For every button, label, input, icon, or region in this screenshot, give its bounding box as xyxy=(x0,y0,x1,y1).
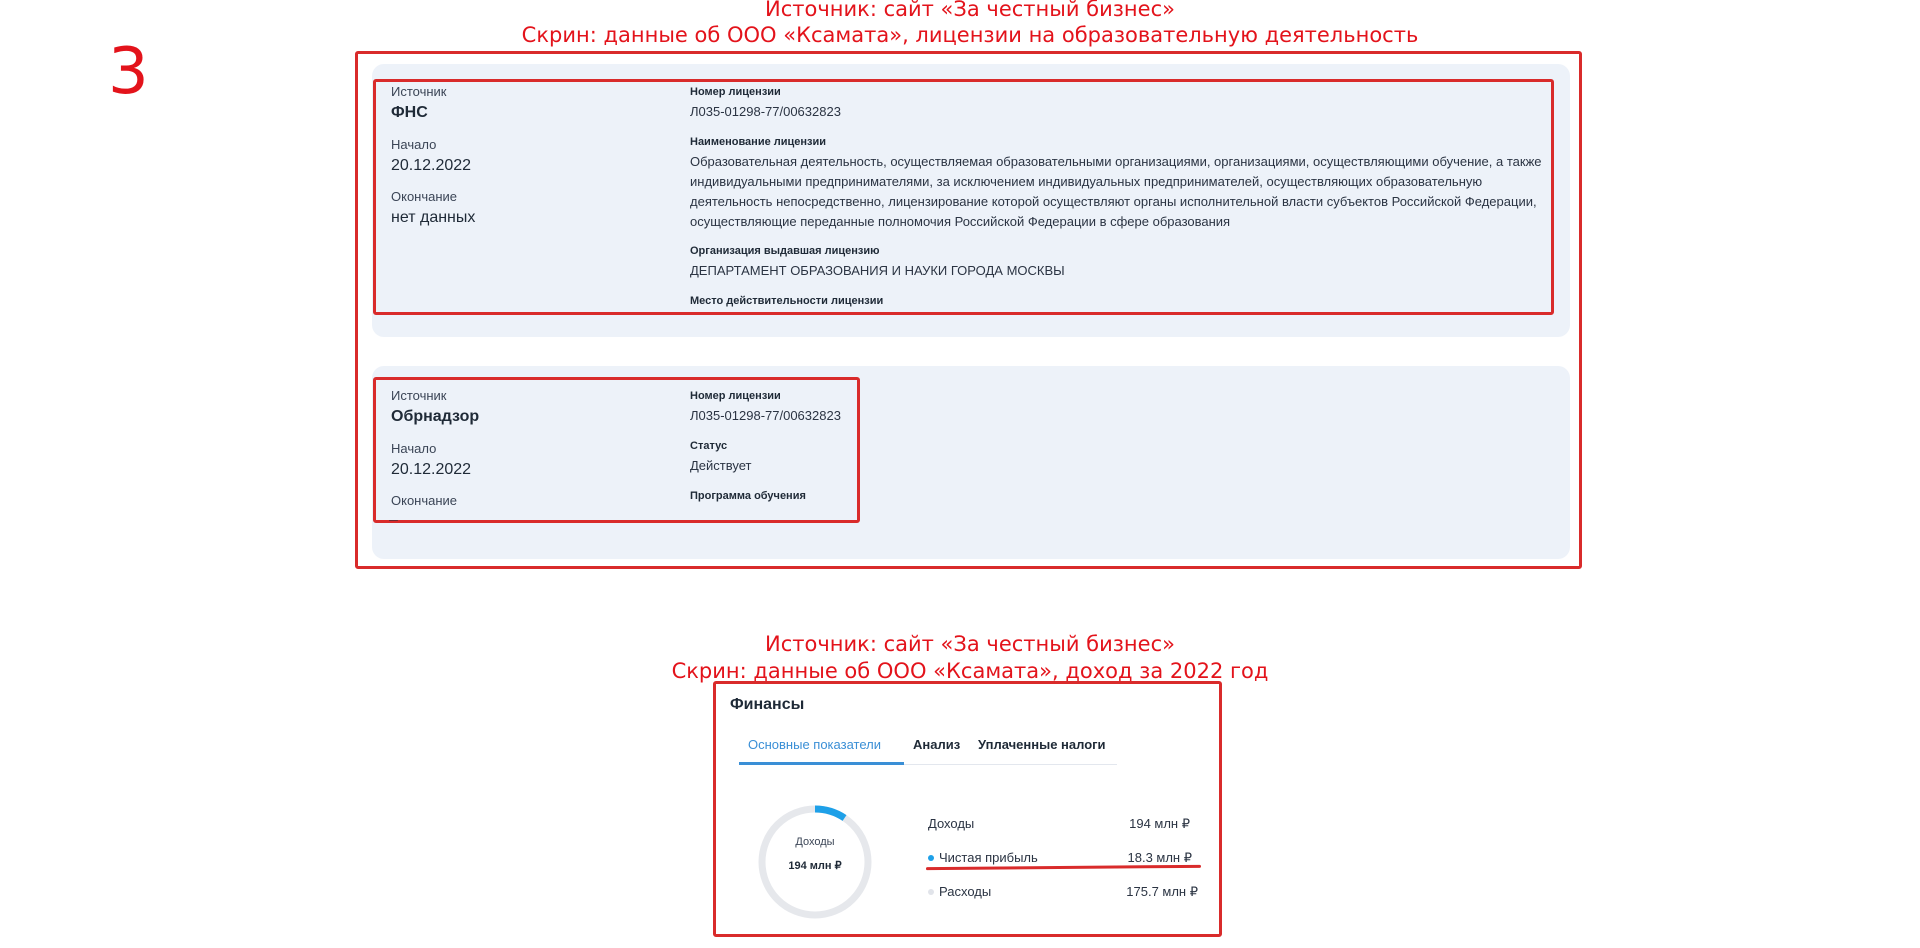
license1-end-value: нет данных xyxy=(391,209,476,226)
license2-status-value: Действует xyxy=(690,458,752,473)
slide-number: 3 xyxy=(108,35,149,109)
license2-end-label: Окончание xyxy=(391,493,458,508)
license1-name-value: Образовательная деятельность, осуществляемая образовательными организациями, организациями, осуществляющими обучение, а также индивидуальными предпринимателями, за исключением индивидуальных предпринимателей, осуществляющих образовательную деятельность непосредственно, лицензирование которой осуществляют органы исполнительной власти субъектов Российской Федерации, осуществляющие переданные полномочия Российской Федерации в сфере образования xyxy=(690,154,1542,229)
license1-end-label: Окончание xyxy=(391,189,458,204)
license1-number-value: Л035-01298-77/00632823 xyxy=(690,104,841,119)
license2-start-label: Начало xyxy=(391,441,437,456)
tab-paid-taxes[interactable]: Уплаченные налоги xyxy=(978,737,1106,752)
license2-status-label: Статус xyxy=(690,440,728,452)
top-caption-line1: Источник: сайт «За честный бизнес» xyxy=(765,0,1175,21)
license2-end-value-clip xyxy=(384,512,854,521)
tab-analysis[interactable]: Анализ xyxy=(913,737,961,752)
license2-source-label: Источник xyxy=(391,388,447,403)
donut-label: Доходы xyxy=(795,836,835,848)
license2-start-value: 20.12.2022 xyxy=(391,461,472,478)
bottom-caption-line2: Скрин: данные об ООО «Ксамата», доход за 2022 год xyxy=(671,659,1269,683)
license1-name-label: Наименование лицензии xyxy=(690,136,827,148)
license1-number-label: Номер лицензии xyxy=(690,86,781,98)
top-caption-line2: Скрин: данные об ООО «Ксамата», лицензии на образовательную деятельность xyxy=(521,23,1419,47)
net-profit-dot-icon xyxy=(928,855,934,861)
license2-end-value: – xyxy=(389,512,398,521)
license2-number-label: Номер лицензии xyxy=(690,390,781,402)
active-tab-indicator xyxy=(739,762,904,765)
finance-row-revenue-name: Доходы xyxy=(928,816,975,831)
donut-value: 194 млн ₽ xyxy=(788,860,842,872)
license1-start-label: Начало xyxy=(391,137,437,152)
tab-main-indicators[interactable]: Основные показатели xyxy=(748,737,881,752)
expenses-dot-icon xyxy=(928,889,934,895)
license2-program-label: Программа обучения xyxy=(690,490,806,502)
finance-title: Финансы xyxy=(730,696,805,713)
finance-row-expenses xyxy=(928,884,1198,902)
finance-row-revenue-amount: 194 млн ₽ xyxy=(1129,816,1190,831)
bottom-caption-line1: Источник: сайт «За честный бизнес» xyxy=(765,632,1175,656)
license1-start-value: 20.12.2022 xyxy=(391,157,472,174)
license1-place-label: Место действительности лицензии xyxy=(690,295,884,307)
license1-issuer-label: Организация выдавшая лицензию xyxy=(690,245,880,257)
finance-row-net-profit-name: Чистая прибыль xyxy=(928,850,1038,865)
license1-source-label: Источник xyxy=(391,84,447,99)
finance-row-expenses-amount: 175.7 млн ₽ xyxy=(1126,884,1198,899)
license1-source-value: ФНС xyxy=(391,104,428,121)
license1-issuer-value: ДЕПАРТАМЕНТ ОБРАЗОВАНИЯ И НАУКИ ГОРОДА МОСКВЫ xyxy=(690,263,1065,278)
license2-number-value: Л035-01298-77/00632823 xyxy=(690,408,841,423)
license2-source-value: Обрнадзор xyxy=(391,408,480,425)
finance-row-expenses-name: Расходы xyxy=(928,884,991,899)
finance-row-revenue xyxy=(928,816,1198,834)
finance-row-net-profit-amount: 18.3 млн ₽ xyxy=(1127,850,1192,865)
